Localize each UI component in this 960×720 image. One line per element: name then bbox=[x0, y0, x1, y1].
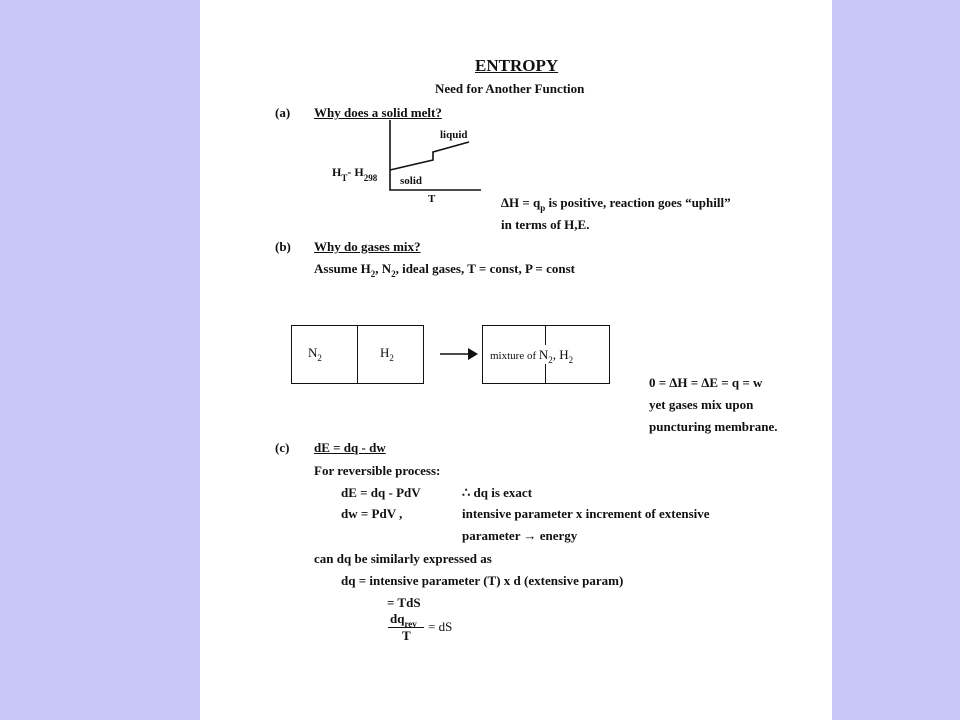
enthalpy-curve bbox=[390, 142, 469, 170]
membrane-bottom-stub bbox=[545, 364, 546, 384]
section-b-note-3: puncturing membrane. bbox=[649, 419, 778, 434]
section-a-heading: Why does a solid melt? bbox=[314, 105, 442, 120]
equation-de-note: ∴ dq is exact bbox=[462, 485, 533, 500]
equation-dw-note-2: parameter → energy bbox=[462, 528, 578, 543]
membrane-line bbox=[357, 325, 358, 384]
section-b-note-2: yet gases mix upon bbox=[649, 397, 754, 412]
graph-y-label: $H_T-$ $H_{298}$ bbox=[332, 165, 378, 183]
fraction-denominator: T bbox=[402, 628, 411, 643]
equation-tds: = TdS bbox=[387, 595, 421, 610]
section-a-note-2: in terms of H,E. bbox=[501, 217, 590, 232]
section-c-line-3: can dq be similarly expressed as bbox=[314, 551, 492, 566]
graph-x-label: T bbox=[428, 193, 436, 205]
graph-solid-label: solid bbox=[400, 175, 423, 187]
section-a-note-1: $\Delta H = q_p$ is positive, reaction goes “uphill” bbox=[501, 195, 731, 213]
equation-dw: dw = PdV , bbox=[341, 506, 403, 521]
document-page bbox=[200, 0, 832, 720]
equation-de: dE = dq - PdV bbox=[341, 485, 421, 500]
right-gas-h2: $H_2$ bbox=[380, 345, 394, 363]
page-title: ENTROPY bbox=[475, 56, 559, 75]
equation-dq: dq = intensive parameter (T) x d (extensive param) bbox=[341, 573, 624, 588]
arrow-right-icon bbox=[440, 348, 480, 360]
membrane-top-stub bbox=[545, 325, 546, 345]
section-c-marker: (c) bbox=[275, 440, 290, 455]
equation-dw-note: intensive parameter x increment of extensive bbox=[462, 506, 710, 521]
section-b-marker: (b) bbox=[275, 239, 291, 254]
section-b-heading: Why do gases mix? bbox=[314, 239, 421, 254]
graph-liquid-label: liquid bbox=[440, 129, 468, 141]
fraction-numerator: $dq_{rev}$ bbox=[390, 611, 417, 629]
section-b-assumption: Assume $H_2$, $N_2$, ideal gases, T = const, P = const bbox=[314, 261, 575, 279]
section-c-line-1: For reversible process: bbox=[314, 463, 441, 478]
left-gas-n2: $N_2$ bbox=[308, 345, 322, 363]
mixture-label: mixture of $N_2$, $H_2$ bbox=[490, 347, 574, 365]
fraction-result: = dS bbox=[428, 619, 453, 634]
section-b-note-1: 0 = ∆H = ∆E = q = w bbox=[649, 375, 763, 390]
page-subtitle: Need for Another Function bbox=[435, 81, 585, 96]
section-a-marker: (a) bbox=[275, 105, 291, 120]
section-c-heading: dE = dq - dw bbox=[314, 440, 386, 455]
